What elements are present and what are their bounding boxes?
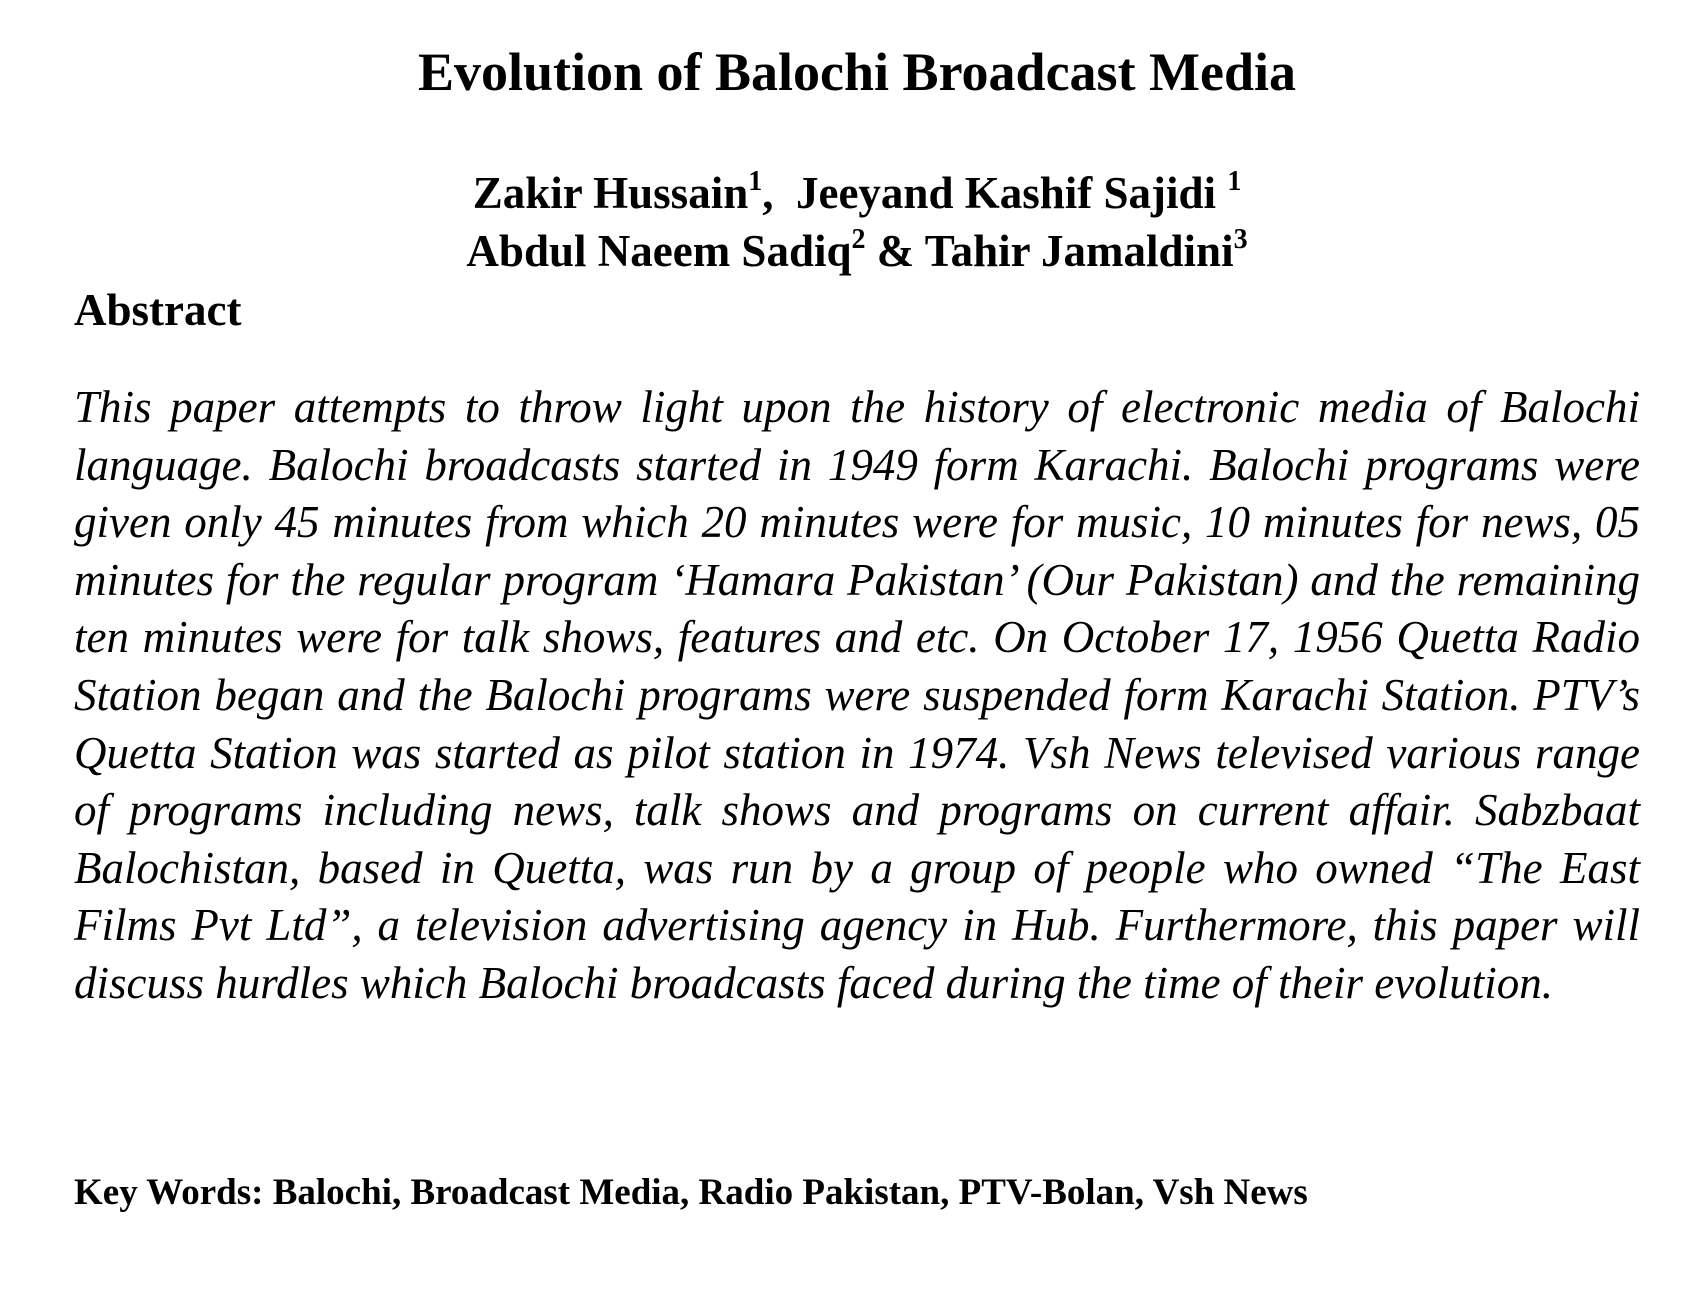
abstract-body: This paper attempts to throw light upon the history of electronic media of Balochi language. Balochi broadcasts started in 1949 form Karachi. Balochi programs were given only 45 minutes from which 20 minutes were for music, 10 minutes for news, 05 minutes for the regular program ‘Hamara Pakistan’ (Our Pakistan) and the remaining ten minutes were for talk shows, features and etc. On October 17, 1956 Quetta Radio Station began and the Balochi programs were suspended form Karachi Station. PTV’s Quetta Station was started as pilot station in 1974. Vsh News televised various range of programs including news, talk shows and programs on current affair. Sabzbaat Balochistan, based in Quetta, was run by a group of people who owned “The East Films Pvt Ltd”, a television advertising agency in Hub. Furthermore, this paper will discuss hurdles which Balochi broadcasts faced during the time of their evolution. xyxy=(74,382,1640,1008)
author-name: Tahir Jamaldini xyxy=(924,226,1234,276)
author-affiliation-marker: 1 xyxy=(748,166,763,197)
author-affiliation-marker: 3 xyxy=(1233,224,1248,255)
author-name: Zakir Hussain xyxy=(472,168,749,218)
author-affiliation-marker: 2 xyxy=(851,224,866,255)
author-line-2 xyxy=(74,222,1640,280)
author-line-1 xyxy=(74,164,1640,222)
keywords: Key Words: Balochi, Broadcast Media, Radio Pakistan, PTV-Bolan, Vsh News xyxy=(74,1172,1308,1213)
author-list xyxy=(74,164,1640,280)
author-separator: & xyxy=(865,226,925,276)
paper-title: Evolution of Balochi Broadcast Media xyxy=(417,42,1297,102)
abstract-heading: Abstract xyxy=(74,285,242,335)
author-separator: , xyxy=(762,168,796,218)
author-name: Jeeyand Kashif Sajidi xyxy=(795,168,1228,218)
author-affiliation-marker: 1 xyxy=(1227,166,1242,197)
author-name: Abdul Naeem Sadiq xyxy=(466,226,852,276)
